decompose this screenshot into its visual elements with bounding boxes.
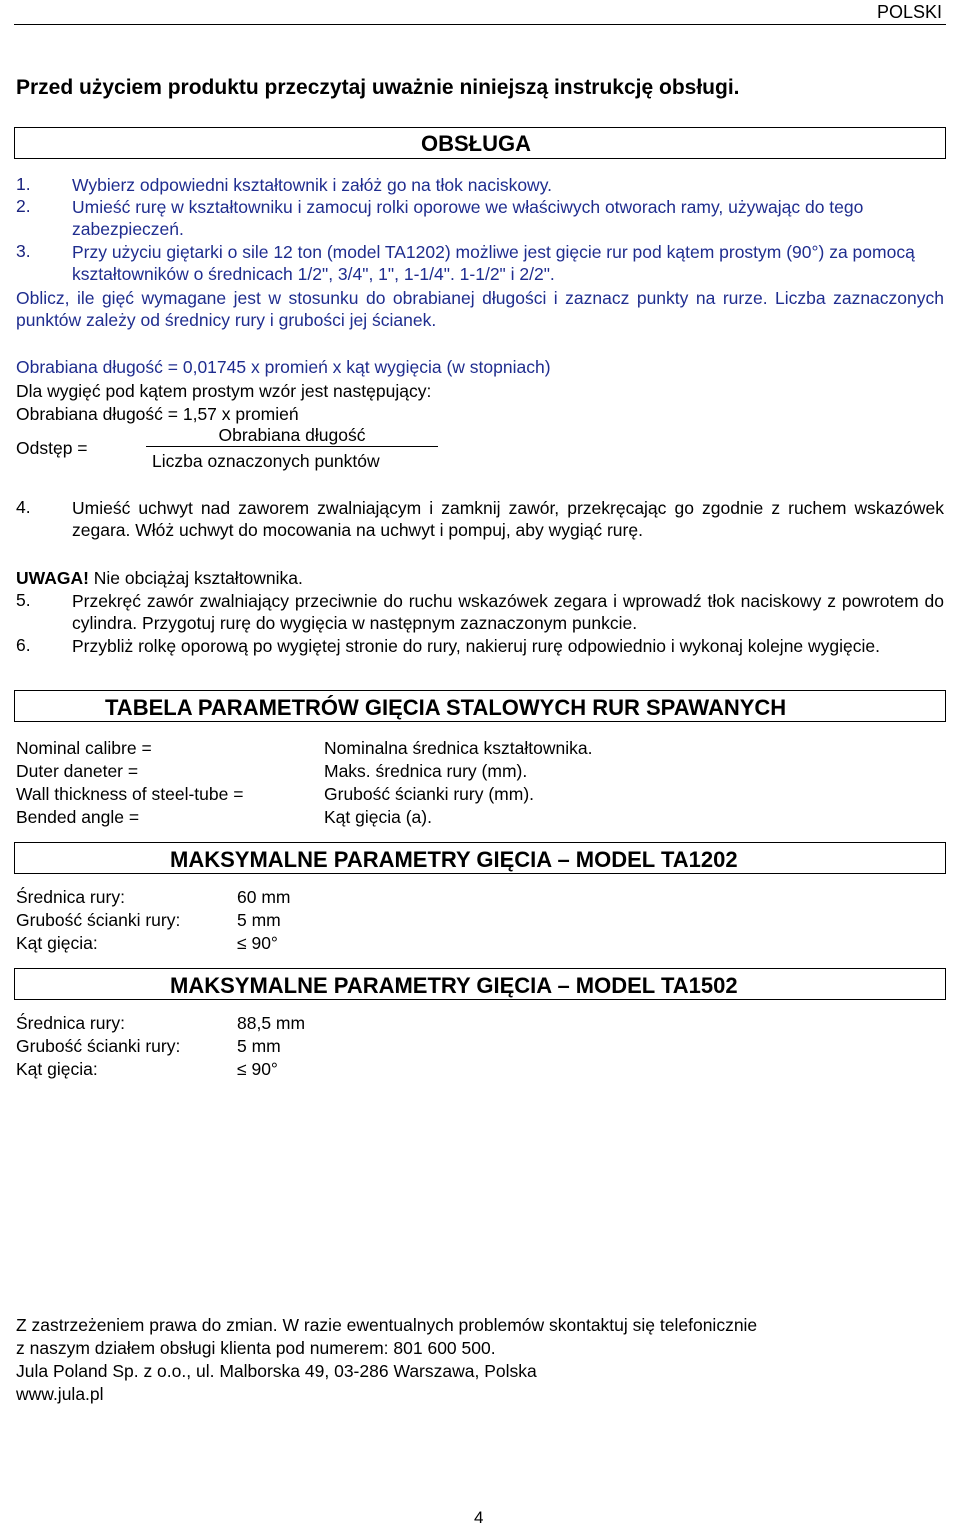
page-number: 4 [474,1508,484,1527]
step-5-number: 5. [16,590,31,610]
model-2-label-diameter: Średnica rury: [16,1013,125,1033]
model-1-value-thickness: 5 mm [237,910,281,930]
spacing-denominator: Liczba oznaczonych punktów [152,451,380,471]
calculation-text: Oblicz, ile gięć wymagane jest w stosunku do obrabianej długości i zaznacz punkty na rurze. Liczba zaznaczonych punktów zależy od średnicy rury i grubości jej ścianek. [16,288,944,330]
spacing-numerator: Obrabiana długość [218,425,366,445]
step-2-number: 2. [16,196,31,216]
legend-en-2: Duter daneter = [16,761,139,781]
step-2-text: Umieść rurę w kształtowniku i zamocuj rolki oporowe we właściwych otworach ramy, używając do tego zabezpieczeń. [72,197,864,239]
formula-right-angle: Obrabiana długość = 1,57 x promień [16,404,299,424]
step-4-number: 4. [16,497,31,517]
header-rule [14,24,946,25]
footer-line-2: z naszym działem obsługi klienta pod numerem: 801 600 500. [16,1338,496,1358]
warning-title: Przed użyciem produktu przeczytaj uważnie niniejszą instrukcję obsługi. [16,76,740,99]
step-5-text: Przekręć zawór zwalniający przeciwnie do ruchu wskazówek zegara i wprowadź tłok naciskowy z powrotem do cylindra. Przygotuj rurę do wygięcia w następnym zaznaczonym punkcie. [72,591,944,633]
caution-line [16,567,303,589]
step-1-number: 1. [16,174,31,194]
footer-website-link[interactable]: www.jula.pl [16,1384,104,1404]
table-title-box [14,690,946,722]
legend-pl-3: Grubość ścianki rury (mm). [324,784,535,804]
model-1-title: MAKSYMALNE PARAMETRY GIĘCIA – MODEL TA1202 [170,847,738,872]
footer-address: Jula Poland Sp. z o.o., ul. Malborska 49, 03-286 Warszawa, Polska [16,1361,537,1381]
operation-title-box [14,127,946,159]
caution-label: UWAGA! [16,568,89,588]
model-1-label-thickness: Grubość ścianki rury: [16,910,181,930]
formula-general: Obrabiana długość = 0,01745 x promień x kąt wygięcia (w stopniach) [16,357,551,377]
model-1-label-angle: Kąt gięcia: [16,933,98,953]
language-label: POLSKI [876,2,942,22]
model-2-title: MAKSYMALNE PARAMETRY GIĘCIA – MODEL TA1502 [170,973,738,998]
footer-line-1: Z zastrzeżeniem prawa do zmian. W razie ewentualnych problemów skontaktuj się telefonicznie [16,1315,758,1335]
caution-text: Nie obciążaj kształtownika. [88,568,303,588]
step-6-text: Przybliż rolkę oporową po wygiętej stronie do rury, nakieruj rurę odpowiednio i wykonaj kolejne wygięcie. [72,636,880,656]
step-6-number: 6. [16,635,31,655]
table-title: TABELA PARAMETRÓW GIĘCIA STALOWYCH RUR SPAWANYCH [105,695,787,720]
spacing-label: Odstęp = [16,438,88,458]
legend-en-4: Bended angle = [16,807,140,827]
step-3-number: 3. [16,241,31,261]
model-2-value-angle: ≤ 90° [237,1059,278,1079]
step-1-text: Wybierz odpowiedni kształtownik i załóż go na tłok naciskowy. [72,175,553,195]
legend-pl-4: Kąt gięcia (a). [324,807,432,827]
formula-right-angle-intro: Dla wygięć pod kątem prostym wzór jest następujący: [16,381,432,401]
model-2-label-angle: Kąt gięcia: [16,1059,98,1079]
model-2-value-thickness: 5 mm [237,1036,281,1056]
model-1-label-diameter: Średnica rury: [16,887,125,907]
model-2-title-box [14,968,946,1000]
legend-pl-2: Maks. średnica rury (mm). [324,761,528,781]
operation-title: OBSŁUGA [421,131,531,156]
fraction-bar [146,446,438,447]
legend-en-1: Nominal calibre = [16,738,152,758]
legend-en-3: Wall thickness of steel-tube = [16,784,244,804]
step-3-text: Przy użyciu giętarki o sile 12 ton (model TA1202) możliwe jest gięcie rur pod kątem prostym (90°) za pomocą kształtowników o średnicach 1/2", 3/4", 1", 1-1/4". 1-1/2" i 2/2". [72,242,915,284]
model-1-value-angle: ≤ 90° [237,933,278,953]
legend-pl-1: Nominalna średnica kształtownika. [324,738,593,758]
step-4-text: Umieść uchwyt nad zaworem zwalniającym i zamknij zawór, przekręcając go zgodnie z ruchem wskazówek zegara. Włóż uchwyt do mocowania na uchwyt i pompuj, aby wygiąć rurę. [72,498,944,540]
model-1-title-box [14,842,946,874]
model-1-value-diameter: 60 mm [237,887,291,907]
model-2-label-thickness: Grubość ścianki rury: [16,1036,181,1056]
model-2-value-diameter: 88,5 mm [237,1013,306,1033]
